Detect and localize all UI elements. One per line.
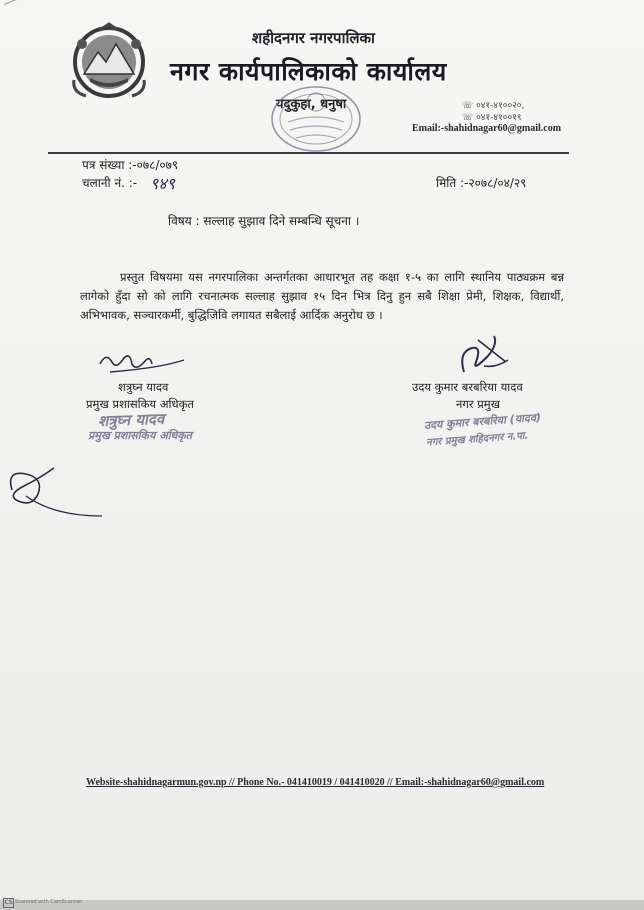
letter-subject: विषय : सल्लाह सुझाव दिने सम्बन्धि सूचना । [168,214,360,228]
footer-contact: Website-shahidnagarmun.gov.np // Phone No.- 041410019 / 041410020 // Email:-shahidnagar60@gmail.com [86,777,545,788]
right-signature-icon [448,332,518,382]
header-email: Email:-shahidnagar60@gmail.com [412,123,562,134]
camscanner-watermark: Scanned with CamScanner [15,899,83,905]
right-seal-name: उदय कुमार बरबरिया (यादव) [423,410,542,433]
chalani-label: चलानी नं. :- [82,176,138,190]
paper-fold-mark [4,0,50,25]
letter-date: मिति :-२०७८/०४/२९ [436,176,527,190]
phone-number-2: ☏ ०४१-४१००१९ [462,113,522,123]
right-seal-title: नगर प्रमुख शहिदनगर न.पा. [425,430,529,449]
nepal-emblem-icon [66,22,152,102]
left-seal-title: प्रमुख प्रशासकिय अधिकृत [88,429,192,442]
right-signatory-name: उदय कुमार बरबरिया यादव [412,380,523,394]
right-signatory-title: नगर प्रमुख [456,397,501,411]
patra-sankhya: पत्र संख्या :-०७८/०७९ [82,158,179,172]
left-signatory-title: प्रमुख प्रशासकिय अधिकृत [86,397,194,411]
left-signatory-name: शत्रुघ्न यादव [118,380,169,394]
office-stamp-icon [266,82,366,156]
camscanner-logo-icon: CS [4,899,13,906]
header-divider [48,152,569,154]
chalani-number: ९४९ [150,174,175,193]
left-seal-name: शत्रुघ्न यादव [97,409,165,431]
phone-number-1: ☏ ०४१-४१००२०, [462,101,525,111]
margin-scribble-icon [4,460,104,520]
left-signature-icon [80,350,240,380]
letter-body: प्रस्तुत विषयमा यस नगरपालिका अन्तर्गतका आधारभूत तह कक्षा १-५ का लागि स्थानिय पाठ्यक्रम बन्न लागेको हुँदा सो को लागि रचनात्मक सल्लाह सुझाव १५ दिन भित्र दिनु हुन सबै शिक्षा प्रेमी, शिक्षक, विद्यार्थी, अभिभावक, सञ्चारकर्मी, बुद्धिजिवि लगायत सबैलाई आर्दिक अनुरोध छ । [80,270,564,322]
municipality-name: शहीदनगर नगरपालिका [252,29,375,47]
office-place: यदुकुहा, धनुषा [276,97,347,112]
office-name: नगर कार्यपालिकाको कार्यालय [170,57,447,86]
